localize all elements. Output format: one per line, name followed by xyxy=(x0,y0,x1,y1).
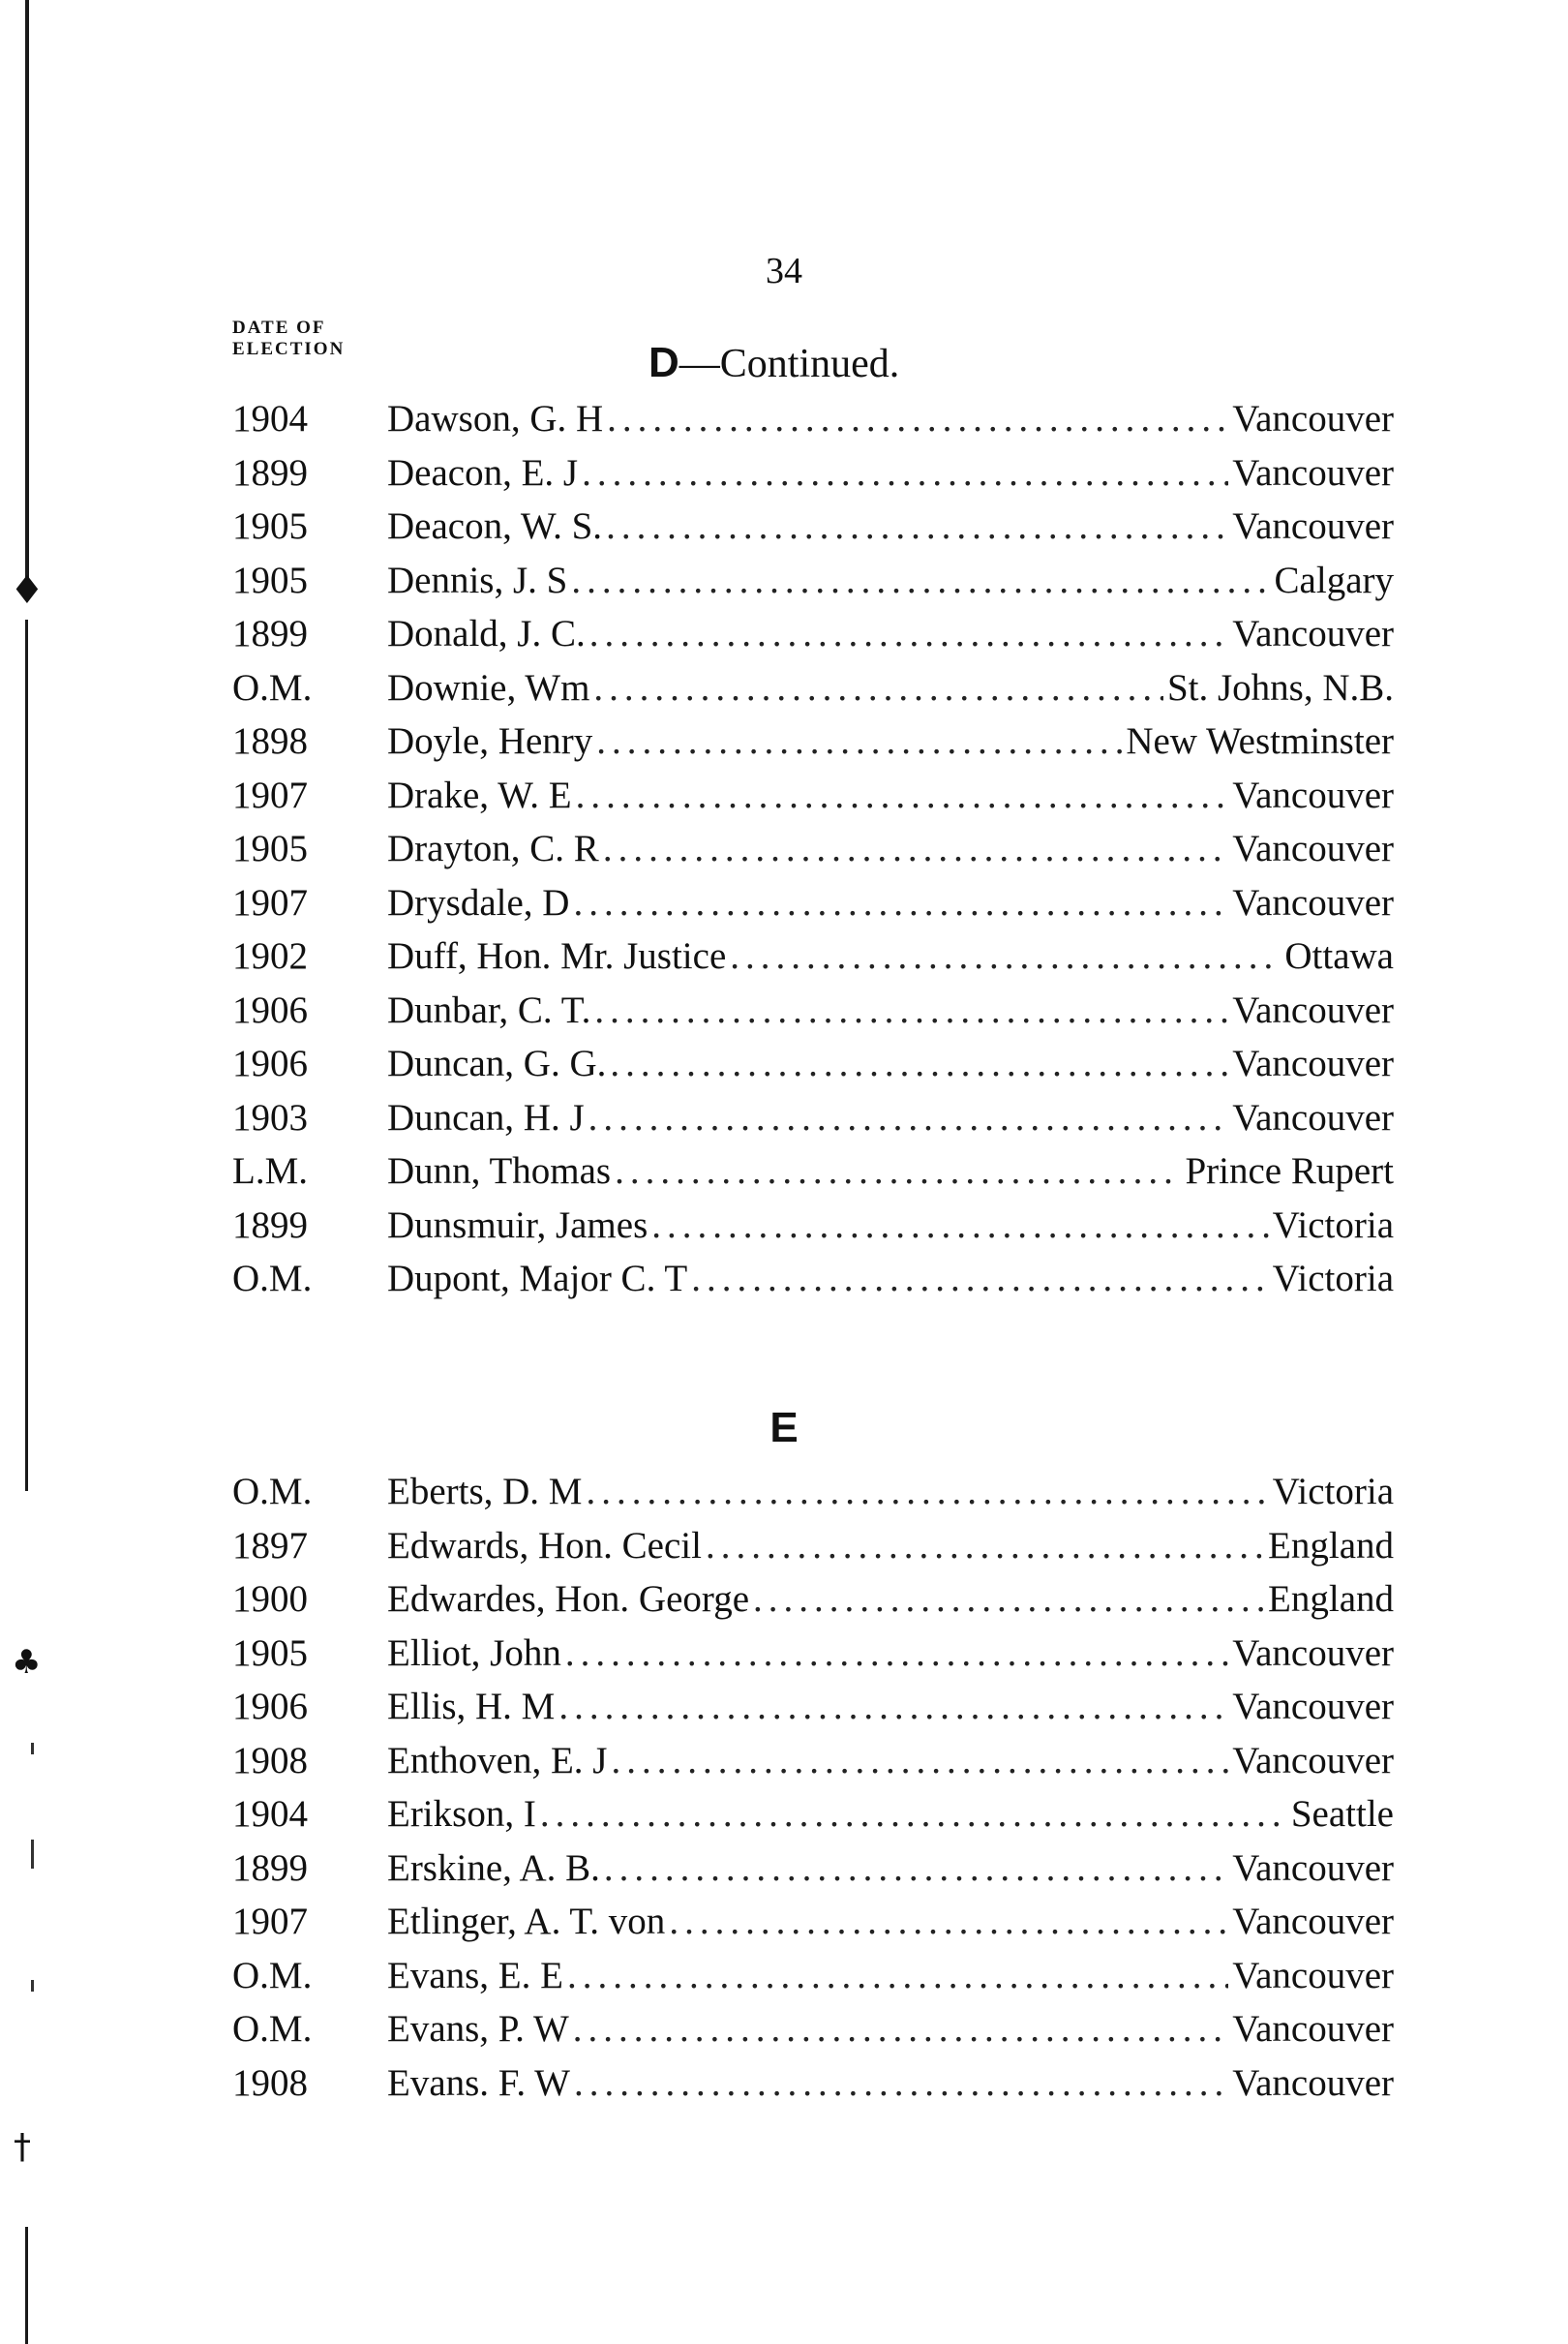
entry-place: New Westminster xyxy=(1126,720,1394,762)
list-item xyxy=(232,451,1394,505)
entry-year: 1906 xyxy=(232,1686,308,1727)
dot-leader xyxy=(573,881,1228,925)
list-item xyxy=(232,1524,1394,1578)
list-item xyxy=(232,1739,1394,1793)
entry-year: 1906 xyxy=(232,989,308,1031)
entry-name: Eberts, D. M xyxy=(387,1471,583,1512)
entry-name: Erikson, I xyxy=(387,1793,536,1835)
entry-place: Vancouver xyxy=(1232,2008,1394,2050)
entry-name: Drysdale, D xyxy=(387,881,570,924)
entry-year: 1905 xyxy=(232,559,308,601)
entry-name: Duncan, G. G. xyxy=(387,1043,607,1084)
entry-name: Dunbar, C. T. xyxy=(387,989,591,1031)
scan-mark-icon: ♦ xyxy=(10,568,45,613)
list-item xyxy=(232,1577,1394,1631)
entry-place: England xyxy=(1268,1578,1394,1620)
entry-year: O.M. xyxy=(232,666,313,709)
entry-name: Etlinger, A. T. von xyxy=(387,1901,666,1942)
scan-dot xyxy=(31,1840,34,1869)
entry-name: Donald, J. C. xyxy=(387,613,586,654)
dot-leader xyxy=(669,1900,1228,1943)
list-item xyxy=(232,774,1394,828)
dot-leader xyxy=(611,1739,1228,1782)
entry-name: Drayton, C. R xyxy=(387,828,599,869)
scan-margin-line-middle xyxy=(25,620,28,1491)
list-item xyxy=(232,719,1394,774)
entry-year: 1907 xyxy=(232,1901,308,1942)
entry-place: Victoria xyxy=(1272,1471,1394,1512)
entry-year: 1904 xyxy=(232,398,308,440)
entry-name: Edwards, Hon. Cecil xyxy=(387,1524,702,1567)
dot-leader xyxy=(582,451,1228,495)
dot-leader xyxy=(706,1524,1264,1568)
entry-year: 1899 xyxy=(232,1846,308,1889)
dot-leader xyxy=(596,719,1122,763)
entry-year: 1899 xyxy=(232,613,308,654)
list-item xyxy=(232,1954,1394,2008)
entry-year: O.M. xyxy=(232,1471,313,1512)
list-item xyxy=(232,1792,1394,1846)
list-item xyxy=(232,934,1394,989)
dot-leader xyxy=(558,1685,1228,1728)
section-e-list xyxy=(232,1470,1394,2115)
entry-year: 1900 xyxy=(232,1578,308,1620)
date-of-election-header xyxy=(232,318,345,360)
entry-year: 1907 xyxy=(232,881,308,924)
entry-place: England xyxy=(1268,1524,1394,1567)
entry-year: 1908 xyxy=(232,1739,308,1781)
dot-leader xyxy=(586,1470,1268,1513)
entry-year: 1908 xyxy=(232,2061,308,2104)
list-item xyxy=(232,504,1394,559)
entry-place: Vancouver xyxy=(1232,2061,1394,2104)
entry-place: Victoria xyxy=(1272,1258,1394,1299)
entry-name: Duff, Hon. Mr. Justice xyxy=(387,935,727,977)
dot-leader xyxy=(567,1954,1228,1997)
entry-place: Vancouver xyxy=(1232,1686,1394,1727)
list-item xyxy=(232,1203,1394,1258)
entry-name: Drake, W. E xyxy=(387,774,572,816)
entry-name: Dennis, J. S xyxy=(387,559,568,601)
entry-place: Vancouver xyxy=(1232,451,1394,494)
entry-year: 1905 xyxy=(232,828,308,869)
entry-name: Dunn, Thomas xyxy=(387,1150,612,1192)
date-header-line-1: DATE OF xyxy=(232,318,326,338)
entry-place: Calgary xyxy=(1274,559,1394,601)
section-d-suffix: —Continued. xyxy=(678,342,900,386)
entry-year: 1899 xyxy=(232,451,308,494)
list-item xyxy=(232,1096,1394,1150)
entry-year: O.M. xyxy=(232,1954,313,1996)
entry-name: Evans, E. E xyxy=(387,1954,563,1996)
scan-margin-line-bottom xyxy=(25,2227,28,2344)
section-e-letter: E xyxy=(769,1404,799,1451)
dot-leader xyxy=(610,1042,1228,1085)
list-item xyxy=(232,1900,1394,1954)
date-header-line-2: ELECTION xyxy=(232,339,346,359)
entry-name: Doyle, Henry xyxy=(387,720,593,762)
entry-name: Enthoven, E. J xyxy=(387,1739,608,1781)
dot-leader xyxy=(615,1149,1181,1193)
entry-place: Vancouver xyxy=(1232,1631,1394,1674)
list-item xyxy=(232,989,1394,1043)
entry-year: O.M. xyxy=(232,1258,313,1299)
entry-place: Victoria xyxy=(1272,1203,1394,1246)
entry-name: Deacon, E. J xyxy=(387,451,579,494)
list-item xyxy=(232,881,1394,935)
dot-leader xyxy=(576,774,1229,817)
list-item xyxy=(232,1846,1394,1901)
entry-name: Downie, Wm xyxy=(387,666,590,709)
entry-place: Vancouver xyxy=(1232,505,1394,547)
entry-name: Evans, P. W xyxy=(387,2008,569,2050)
entry-place: Prince Rupert xyxy=(1185,1150,1394,1192)
list-item xyxy=(232,1470,1394,1524)
dot-leader xyxy=(574,2061,1228,2105)
dot-leader xyxy=(540,1792,1287,1836)
dot-leader xyxy=(603,827,1228,870)
entry-place: Vancouver xyxy=(1232,1954,1394,1996)
entry-year: 1898 xyxy=(232,720,308,762)
dot-leader xyxy=(573,2007,1228,2051)
scan-dot xyxy=(31,1980,34,1992)
entry-place: Vancouver xyxy=(1232,1846,1394,1889)
list-item xyxy=(232,1631,1394,1686)
list-item xyxy=(232,666,1394,720)
dot-leader xyxy=(691,1257,1268,1300)
scan-mark-icon: ♣ xyxy=(12,1643,42,1682)
entry-name: Erskine, A. B. xyxy=(387,1846,600,1889)
entry-place: Vancouver xyxy=(1232,1043,1394,1084)
entry-place: Vancouver xyxy=(1232,398,1394,440)
entry-year: 1905 xyxy=(232,1631,308,1674)
entry-place: Vancouver xyxy=(1232,828,1394,869)
dot-leader xyxy=(594,989,1228,1032)
entry-name: Elliot, John xyxy=(387,1631,561,1674)
dot-leader xyxy=(571,559,1270,602)
entry-name: Dunsmuir, James xyxy=(387,1203,648,1246)
list-item xyxy=(232,612,1394,666)
list-item xyxy=(232,1149,1394,1203)
entry-name: Duncan, H. J xyxy=(387,1096,585,1139)
entry-place: Vancouver xyxy=(1232,881,1394,924)
entry-year: O.M. xyxy=(232,2008,313,2050)
list-item xyxy=(232,1257,1394,1311)
entry-name: Dupont, Major C. T xyxy=(387,1258,688,1299)
entry-year: 1904 xyxy=(232,1793,308,1835)
entry-year: 1897 xyxy=(232,1524,308,1567)
dot-leader xyxy=(607,397,1228,441)
dot-leader xyxy=(593,666,1163,710)
list-item xyxy=(232,559,1394,613)
dot-leader xyxy=(588,1096,1229,1140)
entry-year: 1902 xyxy=(232,935,308,977)
list-item xyxy=(232,2007,1394,2061)
entry-place: Vancouver xyxy=(1232,989,1394,1031)
entry-name: Deacon, W. S. xyxy=(387,505,603,547)
entry-name: Evans. F. W xyxy=(387,2061,570,2104)
section-d-letter: D xyxy=(648,339,679,386)
dot-leader xyxy=(565,1631,1228,1675)
entry-place: Ottawa xyxy=(1284,935,1394,977)
section-d-list xyxy=(232,397,1394,1311)
dot-leader xyxy=(730,934,1281,978)
entry-place: Vancouver xyxy=(1232,613,1394,654)
entry-name: Ellis, H. M xyxy=(387,1686,556,1727)
dot-leader xyxy=(651,1203,1268,1247)
entry-name: Dawson, G. H xyxy=(387,398,604,440)
dot-leader xyxy=(604,1846,1228,1890)
entry-year: 1905 xyxy=(232,505,308,547)
entry-place: Vancouver xyxy=(1232,774,1394,816)
entry-place: St. Johns, N.B. xyxy=(1166,666,1394,709)
entry-year: 1906 xyxy=(232,1043,308,1084)
entry-year: L.M. xyxy=(232,1150,308,1192)
entry-year: 1903 xyxy=(232,1096,308,1139)
entry-name: Edwardes, Hon. George xyxy=(387,1578,750,1620)
entry-place: Seattle xyxy=(1290,1793,1394,1835)
entry-place: Vancouver xyxy=(1232,1901,1394,1942)
list-item xyxy=(232,397,1394,451)
entry-place: Vancouver xyxy=(1232,1096,1394,1139)
dot-leader xyxy=(606,504,1228,548)
list-item xyxy=(232,827,1394,881)
list-item xyxy=(232,2061,1394,2116)
list-item xyxy=(232,1685,1394,1739)
entry-year: 1899 xyxy=(232,1203,308,1246)
list-item xyxy=(232,1042,1394,1096)
scan-mark-icon: † xyxy=(14,2127,31,2167)
page-number: 34 xyxy=(766,251,802,291)
section-d-title xyxy=(648,339,899,387)
dot-leader xyxy=(753,1577,1264,1621)
dot-leader xyxy=(589,612,1228,655)
entry-place: Vancouver xyxy=(1232,1739,1394,1781)
entry-year: 1907 xyxy=(232,774,308,816)
scan-dot xyxy=(31,1743,34,1754)
